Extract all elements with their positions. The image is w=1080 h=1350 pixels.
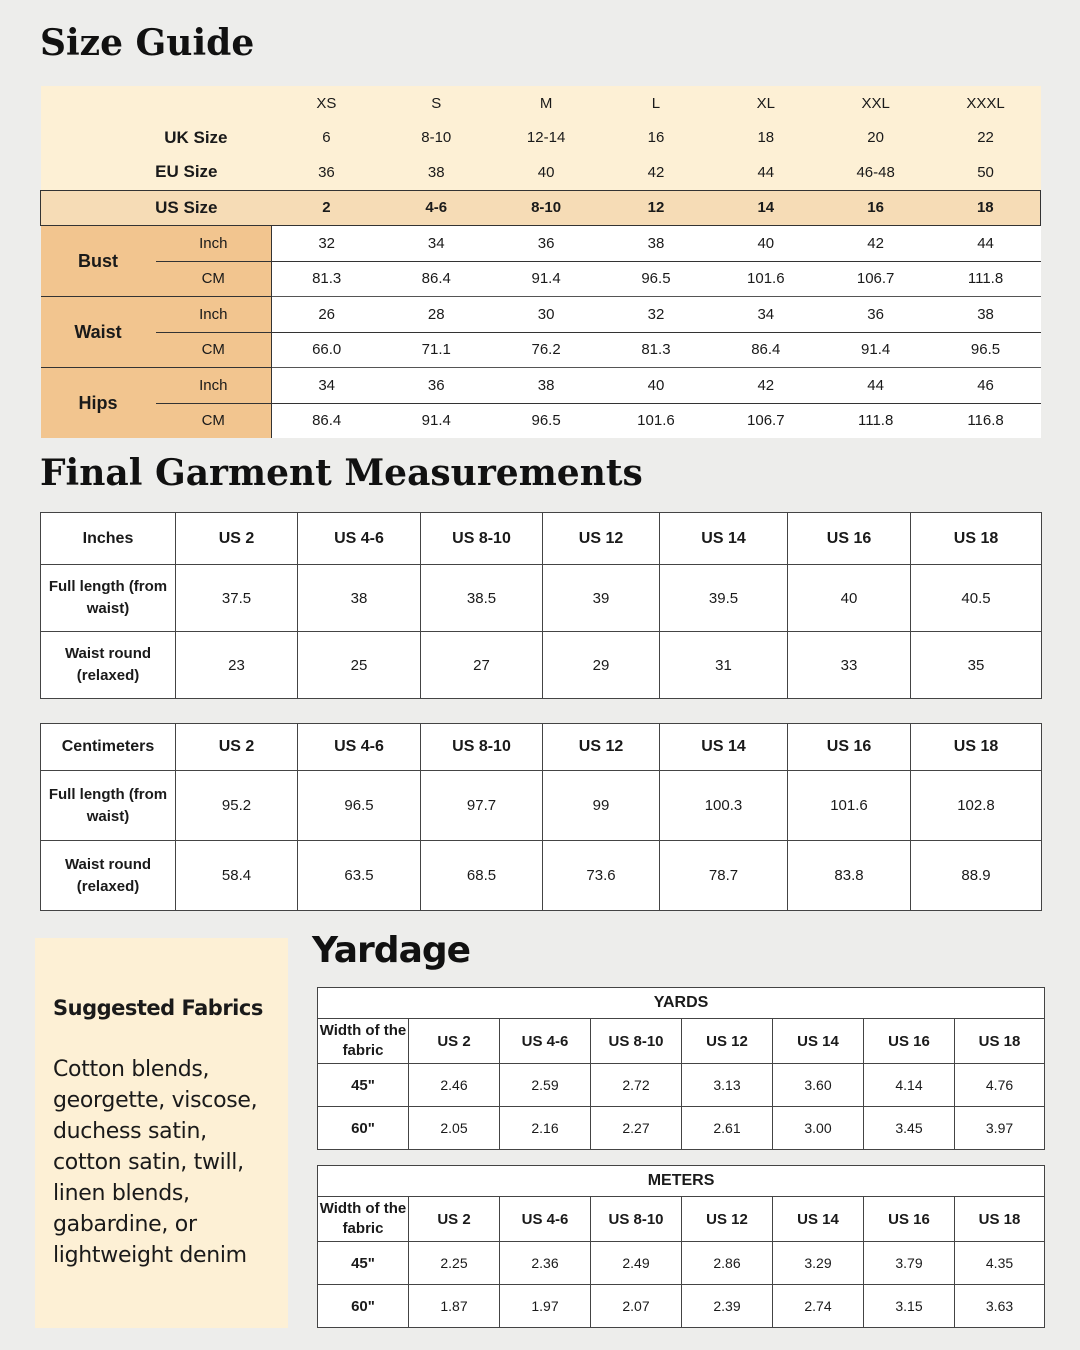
table-cell: 97.7 [421, 771, 543, 841]
column-header: US 4-6 [298, 513, 421, 565]
yards-caption: YARDS [318, 988, 1045, 1019]
waist-inch-row [41, 297, 1041, 333]
table-cell: 8-10 [491, 190, 601, 226]
column-header: US 12 [682, 1019, 773, 1064]
table-cell: 34 [272, 368, 382, 404]
table-cell: 91.4 [821, 332, 931, 368]
table-row [318, 1107, 1045, 1150]
table-cell: 101.6 [788, 771, 911, 841]
table-cell: 12 [601, 190, 711, 226]
garment-inches-table [40, 512, 1042, 699]
table-cell: 16 [821, 190, 931, 226]
table-cell: 44 [931, 226, 1041, 262]
table-cell: 38 [491, 368, 601, 404]
column-header: US 4-6 [500, 1019, 591, 1064]
table-cell: 73.6 [543, 841, 660, 911]
garment-centimeters-table [40, 723, 1042, 911]
table-cell: 76.2 [491, 332, 601, 368]
table-cell: 37.5 [176, 565, 298, 632]
table-cell: XXXL [931, 86, 1041, 121]
table-caption-row [318, 1166, 1045, 1197]
table-cell: 23 [176, 632, 298, 699]
column-header: US 16 [864, 1019, 955, 1064]
table-cell: 40 [601, 368, 711, 404]
table-caption-row [318, 988, 1045, 1019]
table-cell: 68.5 [421, 841, 543, 911]
table-cell: 20 [821, 121, 931, 156]
table-cell: 2.72 [591, 1064, 682, 1107]
table-cell: 38 [298, 565, 421, 632]
table-cell: 38.5 [421, 565, 543, 632]
unit-inch-label: Inch [156, 297, 272, 333]
table-cell: 29 [543, 632, 660, 699]
unit-header: Inches [41, 513, 176, 565]
table-cell: 2.46 [409, 1064, 500, 1107]
table-header-row [318, 1019, 1045, 1064]
table-cell: 25 [298, 632, 421, 699]
table-cell: 40.5 [911, 565, 1042, 632]
bust-inch-row [41, 226, 1041, 262]
table-cell: 28 [381, 297, 491, 333]
table-cell: 2.05 [409, 1107, 500, 1150]
column-header: US 8-10 [591, 1197, 682, 1242]
table-cell: M [491, 86, 601, 121]
table-cell: 102.8 [911, 771, 1042, 841]
unit-cm-label: CM [156, 332, 272, 368]
unit-header: Centimeters [41, 724, 176, 771]
table-row [41, 841, 1042, 911]
table-cell: 111.8 [931, 261, 1041, 297]
table-cell: 40 [491, 155, 601, 190]
table-cell: 39.5 [660, 565, 788, 632]
us-size-row [41, 190, 1041, 226]
table-cell: 34 [711, 297, 821, 333]
column-header: US 16 [788, 724, 911, 771]
uk-size-label: UK Size [41, 121, 272, 156]
suggested-fabrics-text: Cotton blends, georgette, viscose, duchess satin, cotton satin, twill, linen blends, gabardine, or lightweight denim [53, 1057, 258, 1268]
table-cell: 3.60 [773, 1064, 864, 1107]
table-cell: 36 [821, 297, 931, 333]
table-cell: 88.9 [911, 841, 1042, 911]
table-cell: 95.2 [176, 771, 298, 841]
table-cell: 50 [931, 155, 1041, 190]
row-label: 45" [318, 1242, 409, 1285]
row-label: Full length (from waist) [41, 771, 176, 841]
table-cell: 1.97 [500, 1285, 591, 1328]
table-cell: 44 [821, 368, 931, 404]
table-cell: 2.25 [409, 1242, 500, 1285]
table-cell: 3.00 [773, 1107, 864, 1150]
column-header: US 14 [773, 1197, 864, 1242]
table-cell: S [381, 86, 491, 121]
table-cell: 32 [601, 297, 711, 333]
table-cell: 31 [660, 632, 788, 699]
unit-inch-label: Inch [156, 368, 272, 404]
table-cell: 96.5 [298, 771, 421, 841]
table-cell: 2.61 [682, 1107, 773, 1150]
size-guide-table [40, 86, 1041, 438]
column-header: US 8-10 [421, 513, 543, 565]
table-cell: 46-48 [821, 155, 931, 190]
yardage-title: Yardage [312, 930, 471, 971]
table-cell: 38 [601, 226, 711, 262]
table-row [41, 565, 1042, 632]
row-label: Waist round (relaxed) [41, 632, 176, 699]
table-cell: 4.76 [955, 1064, 1045, 1107]
table-cell: 91.4 [491, 261, 601, 297]
final-garment-title: Final Garment Measurements [40, 452, 643, 494]
table-cell: 101.6 [711, 261, 821, 297]
unit-inch-label: Inch [156, 226, 272, 262]
table-cell: 38 [381, 155, 491, 190]
table-cell: 42 [821, 226, 931, 262]
table-cell: 96.5 [491, 403, 601, 438]
column-header: US 16 [864, 1197, 955, 1242]
table-cell: 86.4 [711, 332, 821, 368]
table-row [41, 771, 1042, 841]
column-header: US 4-6 [500, 1197, 591, 1242]
eu-size-label: EU Size [41, 155, 272, 190]
hips-label: Hips [41, 368, 156, 439]
table-cell: L [601, 86, 711, 121]
table-cell: 36 [272, 155, 382, 190]
table-cell: 2.74 [773, 1285, 864, 1328]
table-cell: 2.07 [591, 1285, 682, 1328]
table-cell: 12-14 [491, 121, 601, 156]
column-header: US 18 [911, 513, 1042, 565]
table-cell: 2.86 [682, 1242, 773, 1285]
table-cell: 96.5 [931, 332, 1041, 368]
table-row [318, 1242, 1045, 1285]
table-cell: 35 [911, 632, 1042, 699]
row-label: 45" [318, 1064, 409, 1107]
table-cell: 3.29 [773, 1242, 864, 1285]
column-header: US 4-6 [298, 724, 421, 771]
row-label: 60" [318, 1107, 409, 1150]
table-header-row [41, 513, 1042, 565]
column-header: US 12 [543, 513, 660, 565]
table-cell: 16 [601, 121, 711, 156]
waist-cm-row [41, 332, 1041, 368]
column-header: US 16 [788, 513, 911, 565]
table-cell: 106.7 [711, 403, 821, 438]
hips-inch-row [41, 368, 1041, 404]
table-cell: 8-10 [381, 121, 491, 156]
table-cell: 36 [381, 368, 491, 404]
table-cell: 32 [272, 226, 382, 262]
table-cell: XXL [821, 86, 931, 121]
column-header: US 8-10 [591, 1019, 682, 1064]
column-header: US 12 [543, 724, 660, 771]
table-cell: 2 [272, 190, 382, 226]
unit-cm-label: CM [156, 261, 272, 297]
waist-label: Waist [41, 297, 156, 368]
us-size-label: US Size [41, 190, 272, 226]
unit-cm-label: CM [156, 403, 272, 438]
table-header-row [318, 1197, 1045, 1242]
table-cell: 100.3 [660, 771, 788, 841]
table-cell: 4.35 [955, 1242, 1045, 1285]
table-cell: 78.7 [660, 841, 788, 911]
bust-cm-row [41, 261, 1041, 297]
table-cell: 36 [491, 226, 601, 262]
table-cell: 3.97 [955, 1107, 1045, 1150]
eu-size-row [41, 155, 1041, 190]
table-cell: 86.4 [381, 261, 491, 297]
width-header: Width of the fabric [318, 1019, 409, 1064]
column-header: US 2 [176, 513, 298, 565]
table-cell: 38 [931, 297, 1041, 333]
table-cell: 111.8 [821, 403, 931, 438]
table-cell: 58.4 [176, 841, 298, 911]
table-cell: 2.16 [500, 1107, 591, 1150]
table-cell: 3.15 [864, 1285, 955, 1328]
uk-size-row [41, 121, 1041, 156]
table-header-row [41, 724, 1042, 771]
row-label: Waist round (relaxed) [41, 841, 176, 911]
table-cell: 18 [711, 121, 821, 156]
table-cell: 116.8 [931, 403, 1041, 438]
column-header: US 2 [176, 724, 298, 771]
table-cell: 3.63 [955, 1285, 1045, 1328]
column-header: US 18 [911, 724, 1042, 771]
table-row [318, 1285, 1045, 1328]
suggested-fabrics-panel [35, 938, 288, 1328]
table-cell: 40 [711, 226, 821, 262]
table-cell: 44 [711, 155, 821, 190]
bust-label: Bust [41, 226, 156, 297]
row-label: Full length (from waist) [41, 565, 176, 632]
yardage-meters-table [317, 1165, 1045, 1328]
table-cell: 2.59 [500, 1064, 591, 1107]
table-cell: 3.45 [864, 1107, 955, 1150]
table-cell: 4.14 [864, 1064, 955, 1107]
table-cell: 22 [931, 121, 1041, 156]
table-cell: 18 [931, 190, 1041, 226]
table-cell: 33 [788, 632, 911, 699]
yardage-yards-table [317, 987, 1045, 1150]
row-label: 60" [318, 1285, 409, 1328]
table-cell: 14 [711, 190, 821, 226]
column-header: US 14 [773, 1019, 864, 1064]
table-cell: 71.1 [381, 332, 491, 368]
column-header: US 2 [409, 1197, 500, 1242]
table-cell: 81.3 [601, 332, 711, 368]
table-cell: 99 [543, 771, 660, 841]
table-cell: 6 [272, 121, 382, 156]
meters-caption: METERS [318, 1166, 1045, 1197]
table-cell: 96.5 [601, 261, 711, 297]
table-cell: 3.79 [864, 1242, 955, 1285]
table-cell: 2.36 [500, 1242, 591, 1285]
table-cell: 3.13 [682, 1064, 773, 1107]
table-cell: XL [711, 86, 821, 121]
table-cell: 30 [491, 297, 601, 333]
table-row [318, 1064, 1045, 1107]
table-cell: 39 [543, 565, 660, 632]
table-cell: 27 [421, 632, 543, 699]
column-header: US 14 [660, 513, 788, 565]
column-header: US 18 [955, 1019, 1045, 1064]
column-header: US 12 [682, 1197, 773, 1242]
table-row [41, 632, 1042, 699]
table-cell: 91.4 [381, 403, 491, 438]
table-cell: 42 [711, 368, 821, 404]
table-cell: 42 [601, 155, 711, 190]
table-cell: 86.4 [272, 403, 382, 438]
table-cell: XS [272, 86, 382, 121]
table-cell: 1.87 [409, 1285, 500, 1328]
table-cell: 4-6 [381, 190, 491, 226]
size-guide-title: Size Guide [40, 22, 255, 64]
column-header: US 18 [955, 1197, 1045, 1242]
width-header: Width of the fabric [318, 1197, 409, 1242]
suggested-fabrics-title: Suggested Fabrics [53, 996, 263, 1020]
table-cell: 2.49 [591, 1242, 682, 1285]
table-cell: 26 [272, 297, 382, 333]
table-cell: 83.8 [788, 841, 911, 911]
table-cell: 40 [788, 565, 911, 632]
letter-size-row [41, 86, 1041, 121]
table-cell: 2.39 [682, 1285, 773, 1328]
table-cell: 34 [381, 226, 491, 262]
table-cell: 106.7 [821, 261, 931, 297]
table-cell: 46 [931, 368, 1041, 404]
column-header: US 2 [409, 1019, 500, 1064]
table-cell: 66.0 [272, 332, 382, 368]
column-header: US 8-10 [421, 724, 543, 771]
table-cell: 2.27 [591, 1107, 682, 1150]
table-cell: 101.6 [601, 403, 711, 438]
hips-cm-row [41, 403, 1041, 438]
table-cell: 63.5 [298, 841, 421, 911]
table-cell: 81.3 [272, 261, 382, 297]
column-header: US 14 [660, 724, 788, 771]
